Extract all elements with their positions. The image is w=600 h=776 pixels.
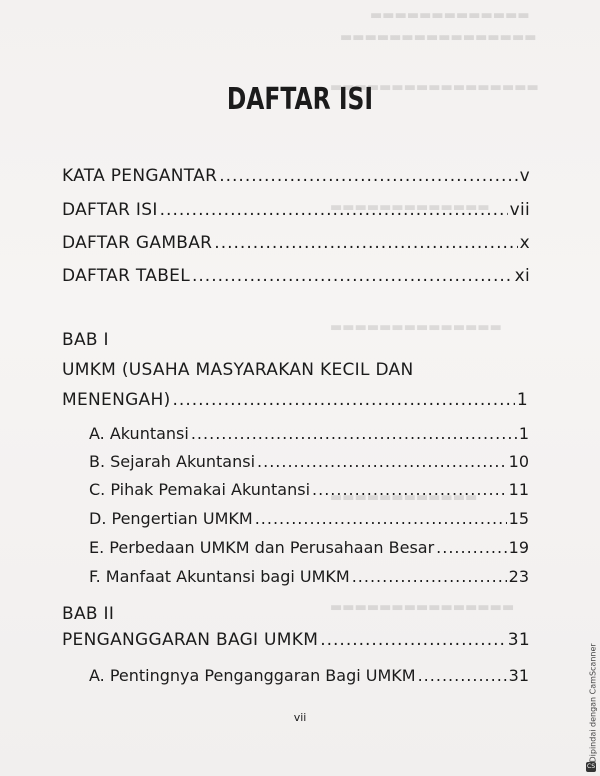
toc-entry-page: 31 bbox=[508, 666, 529, 685]
leader-dots bbox=[255, 509, 507, 528]
toc-entry-page: 11 bbox=[508, 480, 529, 499]
toc-entry-label: PENGANGGARAN BAGI UMKM bbox=[62, 630, 319, 650]
toc-entry-label: DAFTAR ISI bbox=[62, 200, 158, 220]
toc-entry[interactable] bbox=[89, 452, 529, 471]
scanner-watermark bbox=[585, 640, 599, 775]
toc-entry-page: xi bbox=[514, 266, 530, 286]
toc-entry[interactable] bbox=[89, 666, 529, 685]
toc-entry-label: A. Pentingnya Penganggaran Bagi UMKM bbox=[89, 666, 416, 685]
toc-entry[interactable] bbox=[62, 233, 530, 253]
leader-dots bbox=[160, 200, 508, 220]
toc-entry-page: 10 bbox=[508, 452, 529, 471]
leader-dots bbox=[257, 452, 507, 471]
leader-dots bbox=[312, 480, 507, 499]
show-through-text: ▬▬▬▬▬▬▬▬▬▬▬▬▬ ▬▬▬▬▬▬▬▬▬▬▬▬▬▬▬▬ ▬▬▬▬▬▬▬▬▬▬▬▬▬▬▬▬▬ ▬▬▬▬▬▬▬▬▬▬▬▬▬ ▬▬▬▬▬▬▬▬▬▬▬▬▬▬ ▬▬▬▬▬▬▬▬▬▬▬▬ ▬▬▬▬▬▬▬▬▬▬▬▬▬▬▬ bbox=[330, 8, 539, 615]
leader-dots bbox=[192, 266, 513, 286]
toc-entry-page: x bbox=[519, 233, 530, 253]
chapter-title: UMKM (USAHA MASYARAKAN KECIL DAN bbox=[62, 360, 414, 380]
toc-entry-page: vii bbox=[509, 200, 530, 220]
toc-entry[interactable] bbox=[62, 630, 530, 650]
toc-entry-page: 15 bbox=[508, 509, 529, 528]
leader-dots bbox=[173, 390, 515, 410]
toc-entry[interactable] bbox=[62, 266, 530, 286]
toc-entry[interactable] bbox=[89, 509, 529, 528]
toc-entry-label: KATA PENGANTAR bbox=[62, 166, 218, 186]
toc-entry-page: 1 bbox=[518, 424, 529, 443]
leader-dots bbox=[214, 233, 517, 253]
toc-entry-label: F. Manfaat Akuntansi bagi UMKM bbox=[89, 567, 350, 586]
toc-entry[interactable] bbox=[62, 390, 528, 410]
toc-entry-page: 1 bbox=[516, 390, 528, 410]
toc-entry-page: v bbox=[519, 166, 530, 186]
leader-dots bbox=[352, 567, 507, 586]
toc-entry-label: A. Akuntansi bbox=[89, 424, 189, 443]
leader-dots bbox=[320, 630, 506, 650]
toc-entry-page: 23 bbox=[508, 567, 529, 586]
toc-entry-label: DAFTAR TABEL bbox=[62, 266, 190, 286]
leader-dots bbox=[219, 166, 517, 186]
leader-dots bbox=[418, 666, 507, 685]
camscanner-logo-icon: CS bbox=[587, 763, 595, 770]
toc-entry[interactable] bbox=[62, 166, 530, 186]
page-number: vii bbox=[293, 711, 307, 724]
toc-entry-label: C. Pihak Pemakai Akuntansi bbox=[89, 480, 311, 499]
toc-entry-label: D. Pengertian UMKM bbox=[89, 509, 253, 528]
toc-entry[interactable] bbox=[89, 424, 529, 443]
toc-entry-label: MENENGAH) bbox=[62, 390, 171, 410]
toc-entry-page: 31 bbox=[507, 630, 530, 650]
toc-entry[interactable] bbox=[89, 480, 529, 499]
toc-entry-label: DAFTAR GAMBAR bbox=[62, 233, 213, 253]
leader-dots bbox=[191, 424, 517, 443]
chapter-heading: BAB I bbox=[62, 330, 109, 350]
leader-dots bbox=[436, 538, 506, 557]
toc-entry-label: E. Perbedaan UMKM dan Perusahaan Besar bbox=[89, 538, 435, 557]
toc-entry[interactable] bbox=[89, 567, 529, 586]
toc-entry-label: B. Sejarah Akuntansi bbox=[89, 452, 256, 471]
page-title: DAFTAR ISI bbox=[226, 82, 374, 117]
toc-entry[interactable] bbox=[89, 538, 529, 557]
toc-entry[interactable] bbox=[62, 200, 530, 220]
toc-entry-page: 19 bbox=[508, 538, 529, 557]
chapter-heading: BAB II bbox=[62, 604, 115, 624]
scanner-watermark-text: Dipindai dengan CamScanner bbox=[588, 643, 598, 763]
